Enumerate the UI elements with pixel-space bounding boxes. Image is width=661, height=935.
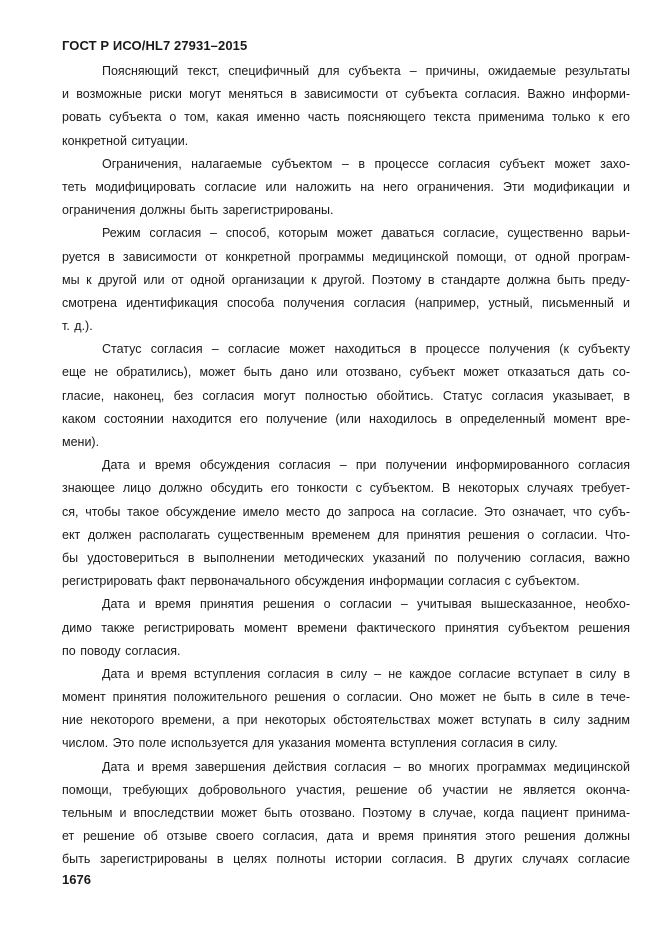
body-text (62, 60, 630, 872)
text-line: бы удостовериться в выполнении методических указаний по получению согласия, важно (62, 550, 630, 565)
text-line: ект должен располагать существенным временем для принятия решения о согласии. Что- (62, 527, 630, 542)
text-line: числом. Это поле используется для указания момента вступления согласия в силу. (62, 736, 558, 751)
text-line: помощи, требующих добровольного участия, решение об участии не является оконча- (62, 782, 630, 797)
text-line: конкретной ситуации. (62, 133, 189, 148)
paragraph (62, 663, 630, 756)
text-line: димо также регистрировать момент времени фактического принятия субъектом решения (62, 620, 630, 635)
text-line: Режим согласия – способ, которым может даваться согласие, существенно варьи- (102, 226, 630, 241)
text-line: Дата и время завершения действия согласия – во многих программах медицинской (102, 759, 630, 774)
paragraph (62, 454, 630, 593)
paragraph (62, 338, 630, 454)
paragraph (62, 60, 630, 153)
paragraph (62, 593, 630, 663)
text-line: т. д.). (62, 319, 93, 334)
text-line: смотрена идентификация способа получения согласия (например, устный, письменный и (62, 295, 630, 310)
text-line: ровать субъекта о том, какая именно часть поясняющего текста применима только к его (62, 110, 630, 125)
text-line: быть зарегистрированы в целях полноты истории согласия. В других случаях согласие (62, 852, 630, 867)
text-line: мени). (62, 435, 100, 449)
text-line: Дата и время вступления согласия в силу – не каждое согласие вступает в силу в (102, 666, 630, 681)
text-line: и возможные риски могут меняться в зависимости от субъекта согласия. Важно информи- (62, 87, 630, 102)
paragraph (62, 222, 630, 338)
text-line: момент принятия положительного решения о согласии. Оно может не быть в силе в тече- (62, 690, 630, 705)
text-line: Поясняющий текст, специфичный для субъекта – причины, ожидаемые результаты (102, 64, 630, 78)
paragraph (62, 153, 630, 223)
text-line: теть модифицировать согласие или наложить на него ограничения. Эти модификации и (62, 179, 630, 194)
text-line: ние некоторого времени, а при некоторых обстоятельствах может вступать в силу задним (62, 713, 630, 728)
text-line: регистрировать факт первоначального обсуждения информации согласия с субъектом. (62, 574, 580, 589)
text-line: ет решение об отзыве своего согласия, дата и время принятия этого решения должны (62, 829, 630, 844)
standard-header: ГОСТ Р ИСО/HL7 27931–2015 (62, 38, 248, 53)
text-line: ся, чтобы такое обсуждение имело место до запроса на согласие. Это означает, что субъ- (62, 504, 630, 519)
text-line: мы к другой или от одной организации к другой. Поэтому в стандарте должна быть преду- (62, 272, 630, 287)
text-line: тельным и впоследствии может быть отозвано. Поэтому в случае, когда пациент принима- (62, 806, 630, 820)
text-line: Ограничения, налагаемые субъектом – в процессе согласия субъект может захо- (102, 156, 630, 171)
text-line: руется в зависимости от конкретной программы медицинской помощи, от одной програм- (62, 249, 630, 264)
text-line: Статус согласия – согласие может находиться в процессе получения (к субъекту (102, 342, 630, 357)
page-number: 1676 (62, 872, 91, 887)
text-line: Дата и время обсуждения согласия – при получении информированного согласия (102, 458, 630, 473)
text-line: каком состоянии находится его получение (или находилось в определенный момент вре- (62, 411, 630, 426)
paragraph (62, 756, 630, 872)
text-line: ограничения должны быть зарегистрированы. (62, 203, 334, 218)
text-line: по поводу согласия. (62, 643, 181, 658)
text-line: еще не обратились), может быть дано или отозвано, субъект может отказаться дать со- (62, 365, 630, 380)
text-line: знающее лицо должно обсудить его тонкости с субъектом. В некоторых случаях требует- (62, 481, 630, 496)
text-line: Дата и время принятия решения о согласии – учитывая вышесказанное, необхо- (102, 597, 630, 612)
text-line: гласие, наконец, без согласия могут полностью обойтись. Статус согласия указывает, в (62, 388, 630, 403)
